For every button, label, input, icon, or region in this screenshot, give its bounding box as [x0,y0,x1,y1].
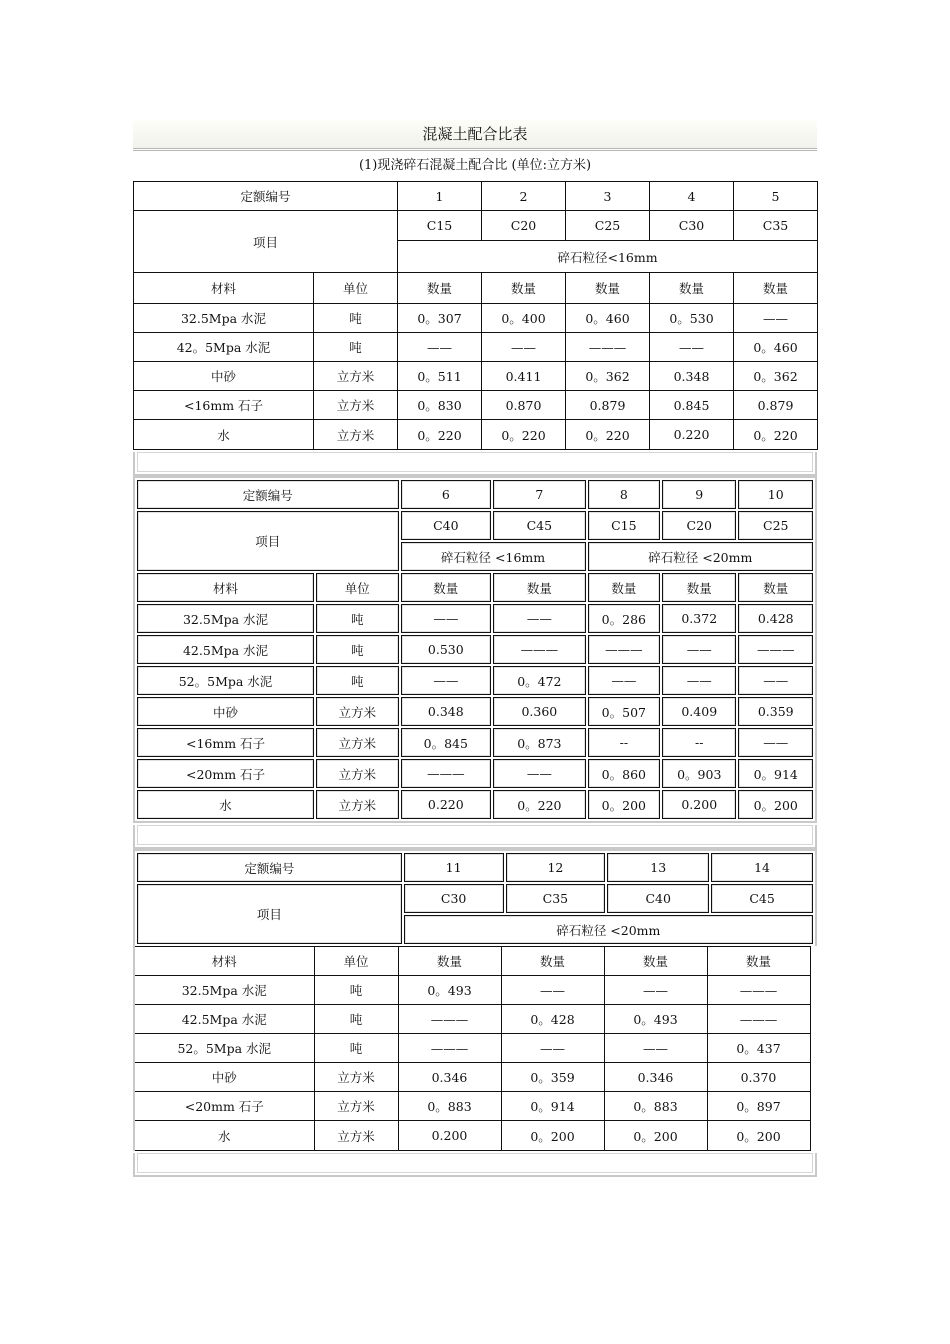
material-cell: 52。5Mpa 水泥 [137,666,314,695]
value-cell: 0。507 [588,697,660,726]
qty-header: 数量 [707,947,810,976]
code-cell: 2 [482,182,566,211]
code-cell: 9 [662,480,736,509]
value-cell: 0。220 [482,420,566,450]
value-cell: 0。200 [588,790,660,819]
unit-cell: 吨 [314,1034,398,1063]
value-cell: 0。830 [398,391,482,420]
material-label: 材料 [134,273,314,304]
grade-cell: C30 [404,884,504,913]
value-cell: 0.346 [398,1063,501,1092]
unit-cell: 吨 [314,976,398,1005]
value-cell: 0。883 [604,1092,707,1121]
value-cell: —— [650,333,734,362]
value-cell: 0.530 [401,635,492,664]
grade-cell: C35 [734,211,818,241]
grade-cell: C45 [711,884,813,913]
value-cell: —— [493,604,586,633]
value-cell: 0。220 [398,420,482,450]
value-cell: 0.409 [662,697,736,726]
code-cell: 7 [493,480,586,509]
table-row [134,976,810,1005]
value-cell: ——— [401,759,492,788]
value-cell: 0。897 [707,1092,810,1121]
table-row [134,1063,810,1092]
item-label: 项目 [137,884,402,944]
material-label: 材料 [134,947,314,976]
value-cell: 0。472 [493,666,586,695]
table-row [134,304,818,333]
material-cell: 32.5Mpa 水泥 [134,304,314,333]
aggregate-size: 碎石粒径 <20mm [404,915,813,944]
value-cell: 0。400 [482,304,566,333]
code-cell: 12 [506,853,606,882]
qty-header: 数量 [398,273,482,304]
table-row [137,728,813,757]
aggregate-size: 碎石粒径<16mm [398,241,818,273]
unit-cell: 吨 [314,1005,398,1034]
value-cell: 0。362 [734,362,818,391]
value-cell: ——— [566,333,650,362]
value-cell: -- [588,728,660,757]
page-title: 混凝土配合比表 [133,120,817,151]
aggregate-size: 碎石粒径 <20mm [588,542,813,571]
table-row [137,604,813,633]
aggregate-size: 碎石粒径 <16mm [401,542,586,571]
value-cell: ——— [707,1005,810,1034]
grade-cell: C30 [650,211,734,241]
material-cell: 42.5Mpa 水泥 [134,1005,314,1034]
material-cell: 42。5Mpa 水泥 [134,333,314,362]
grade-cell: C45 [493,511,586,540]
value-cell: ——— [398,1034,501,1063]
table-spacer [133,1153,817,1177]
value-cell: —— [401,604,492,633]
code-label: 定额编号 [137,480,399,509]
value-cell: —— [588,666,660,695]
value-cell: ——— [707,976,810,1005]
grade-cell: C25 [738,511,813,540]
qty-header: 数量 [588,573,660,602]
unit-cell: 吨 [316,604,399,633]
value-cell: —— [401,666,492,695]
unit-cell: 立方米 [314,1063,398,1092]
value-cell: 0.346 [604,1063,707,1092]
material-cell: 水 [137,790,314,819]
qty-header: 数量 [604,947,707,976]
material-cell: 水 [134,1121,314,1151]
material-cell: <20mm 石子 [134,1092,314,1121]
grade-cell: C35 [506,884,606,913]
material-label: 材料 [137,573,314,602]
value-cell: 0.220 [650,420,734,450]
value-cell: 0。362 [566,362,650,391]
grade-cell: C20 [482,211,566,241]
value-cell: 0.411 [482,362,566,391]
value-cell: 0.370 [707,1063,810,1092]
value-cell: —— [398,333,482,362]
value-cell: 0。220 [566,420,650,450]
code-cell: 8 [588,480,660,509]
value-cell: 0.359 [738,697,813,726]
grade-cell: C15 [398,211,482,241]
value-cell: 0。873 [493,728,586,757]
unit-cell: 吨 [314,304,398,333]
qty-header: 数量 [493,573,586,602]
table-row [134,333,818,362]
value-cell: 0.428 [738,604,813,633]
unit-cell: 立方米 [316,759,399,788]
value-cell: —— [662,666,736,695]
qty-header: 数量 [398,947,501,976]
qty-header: 数量 [734,273,818,304]
value-cell: 0。493 [604,1005,707,1034]
grade-cell: C20 [662,511,736,540]
table-row [137,697,813,726]
mix-table-3-header [133,849,817,946]
unit-cell: 吨 [316,666,399,695]
table-row [134,420,818,450]
table-row [134,391,818,420]
table-row [137,666,813,695]
value-cell: 0。903 [662,759,736,788]
code-label: 定额编号 [134,182,398,211]
value-cell: 0。307 [398,304,482,333]
material-cell: <20mm 石子 [137,759,314,788]
value-cell: -- [662,728,736,757]
qty-header: 数量 [650,273,734,304]
value-cell: 0.220 [401,790,492,819]
value-cell: 0。914 [501,1092,604,1121]
table-row [137,790,813,819]
unit-label: 单位 [314,947,398,976]
value-cell: 0。200 [604,1121,707,1151]
value-cell: 0.845 [650,391,734,420]
table-row [134,362,818,391]
code-cell: 6 [401,480,492,509]
material-cell: 中砂 [137,697,314,726]
code-cell: 4 [650,182,734,211]
value-cell: 0。883 [398,1092,501,1121]
unit-cell: 立方米 [316,697,399,726]
code-cell: 1 [398,182,482,211]
code-cell: 13 [607,853,709,882]
unit-cell: 立方米 [314,391,398,420]
mix-table-2 [133,476,817,823]
material-cell: 32.5Mpa 水泥 [137,604,314,633]
material-cell: 52。5Mpa 水泥 [134,1034,314,1063]
unit-cell: 立方米 [316,728,399,757]
unit-label: 单位 [314,273,398,304]
table-spacer [133,825,817,849]
value-cell: 0。530 [650,304,734,333]
value-cell: 0。428 [501,1005,604,1034]
value-cell: 0.372 [662,604,736,633]
value-cell: —— [738,666,813,695]
table-row [134,1034,810,1063]
value-cell: 0。845 [401,728,492,757]
material-cell: 中砂 [134,362,314,391]
material-cell: 水 [134,420,314,450]
document-page [133,120,817,1177]
value-cell: —— [738,728,813,757]
table-row [137,759,813,788]
unit-cell: 吨 [316,635,399,664]
code-cell: 11 [404,853,504,882]
code-cell: 3 [566,182,650,211]
grade-cell: C15 [588,511,660,540]
value-cell: —— [482,333,566,362]
item-label: 项目 [134,211,398,273]
unit-cell: 立方米 [314,362,398,391]
value-cell: —— [501,976,604,1005]
code-label: 定额编号 [137,853,402,882]
value-cell: ——— [493,635,586,664]
value-cell: 0。460 [734,333,818,362]
grade-cell: C40 [607,884,709,913]
value-cell: 0.200 [662,790,736,819]
value-cell: —— [493,759,586,788]
value-cell: 0.348 [401,697,492,726]
value-cell: 0。860 [588,759,660,788]
table-subtitle: (1)现浇碎石混凝土配合比 (单位:立方米) [358,158,592,173]
value-cell: 0。220 [734,420,818,450]
qty-header: 数量 [501,947,604,976]
table-row [137,635,813,664]
unit-cell: 立方米 [314,1121,398,1151]
value-cell: ——— [738,635,813,664]
value-cell: 0。437 [707,1034,810,1063]
value-cell: —— [604,1034,707,1063]
grade-cell: C40 [401,511,492,540]
value-cell: 0.879 [566,391,650,420]
material-cell: 32.5Mpa 水泥 [134,976,314,1005]
value-cell: —— [734,304,818,333]
item-label: 项目 [137,511,399,571]
value-cell: —— [604,976,707,1005]
material-cell: <16mm 石子 [137,728,314,757]
value-cell: ——— [588,635,660,664]
unit-cell: 立方米 [314,1092,398,1121]
value-cell: 0。914 [738,759,813,788]
mix-table-3-body [133,946,811,1151]
material-cell: 42.5Mpa 水泥 [137,635,314,664]
value-cell: 0。359 [501,1063,604,1092]
code-cell: 14 [711,853,813,882]
unit-cell: 吨 [314,333,398,362]
table-row [134,1005,810,1034]
unit-cell: 立方米 [316,790,399,819]
value-cell: —— [662,635,736,664]
mix-table-1 [133,181,818,450]
grade-cell: C25 [566,211,650,241]
value-cell: —— [501,1034,604,1063]
qty-header: 数量 [482,273,566,304]
qty-header: 数量 [401,573,492,602]
qty-header: 数量 [738,573,813,602]
value-cell: 0。493 [398,976,501,1005]
value-cell: 0。286 [588,604,660,633]
value-cell: 0.879 [734,391,818,420]
value-cell: 0.348 [650,362,734,391]
value-cell: 0。460 [566,304,650,333]
unit-cell: 立方米 [314,420,398,450]
value-cell: 0。220 [493,790,586,819]
value-cell: 0。200 [707,1121,810,1151]
value-cell: 0.200 [398,1121,501,1151]
code-cell: 5 [734,182,818,211]
material-cell: <16mm 石子 [134,391,314,420]
value-cell: 0。200 [501,1121,604,1151]
code-cell: 10 [738,480,813,509]
table-spacer [133,452,817,476]
material-cell: 中砂 [134,1063,314,1092]
unit-label: 单位 [316,573,399,602]
value-cell: 0。200 [738,790,813,819]
value-cell: 0.870 [482,391,566,420]
value-cell: 0。511 [398,362,482,391]
table-row [134,1121,810,1151]
qty-header: 数量 [566,273,650,304]
qty-header: 数量 [662,573,736,602]
value-cell: 0.360 [493,697,586,726]
value-cell: ——— [398,1005,501,1034]
table-row [134,1092,810,1121]
